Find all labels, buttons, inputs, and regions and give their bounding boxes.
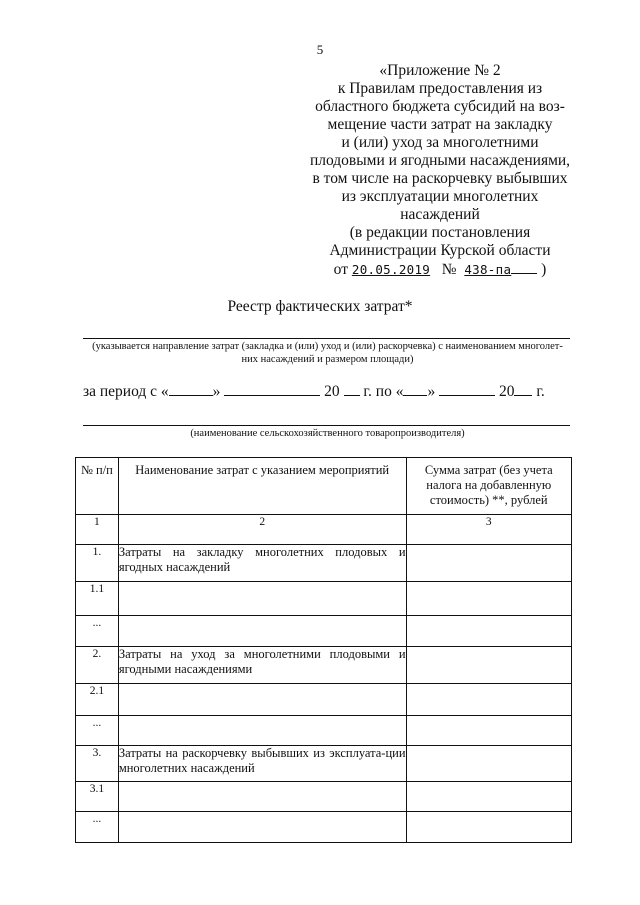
costs-register-table [75,457,572,843]
row-cost-name [118,684,406,716]
direction-caption-line: них насаждений и размером площади) [241,354,414,365]
row-number: 3.1 [76,782,119,812]
period-quote-1: » [212,383,221,400]
header-cost-sum: Сумма затрат (без учета налога на добавленную стоимость) **, рублей [406,458,571,515]
row-sum-cell [406,812,571,843]
period-quote-2: » [427,383,436,400]
header-number: № п/п [76,458,119,515]
row-sum-cell [406,616,571,647]
index-cell: 1 [76,515,119,545]
row-cost-name: Затраты на уход за многолетними плодовыми и ягодными насаждениями [118,647,406,684]
appendix-line: «Приложение № 2 [379,62,501,79]
appendix-line: из эксплуатации многолетних [341,188,539,205]
row-sum-cell [406,782,571,812]
period-day-to-blank [403,383,427,396]
table-row [76,616,572,647]
appendix-line: и (или) уход за многолетними [341,134,539,151]
direction-caption [75,340,580,366]
appendix-line: в том числе на раскорчевку выбывших [312,170,568,187]
period-prefix: за период с « [83,383,169,400]
direction-fill-line [83,338,570,339]
appendix-line: насаждений [400,206,480,223]
period-year-to-blank [514,383,532,396]
period-day-from-blank [169,383,213,396]
row-cost-name: Затраты на раскорчевку выбывших из эксплуата-ции многолетних насаждений [118,746,406,782]
row-number: ... [76,716,119,746]
table-row [76,746,572,782]
decree-number-blank [511,260,537,274]
table-row [76,647,572,684]
period-line [83,383,545,401]
row-cost-name [118,616,406,647]
decree-number: 438-па [464,262,512,277]
period-month-to-blank [439,383,495,396]
appendix-line: к Правилам предоставления из [337,80,543,97]
table-row [76,782,572,812]
row-cost-name [118,582,406,616]
table-row [76,812,572,843]
decree-line [290,260,590,279]
row-sum-cell [406,716,571,746]
appendix-line: областного бюджета субсидий на воз- [315,98,565,115]
decree-number-label: № [441,261,457,278]
row-sum-cell [406,684,571,716]
period-to-label: г. по « [363,383,404,400]
row-cost-name [118,782,406,812]
decree-from-label: от [333,261,348,278]
producer-fill-line [83,425,570,426]
index-cell: 2 [118,515,406,545]
row-sum-cell [406,746,571,782]
row-sum-cell [406,545,571,582]
appendix-header [290,62,590,279]
row-number: 2. [76,647,119,684]
row-cost-name: Затраты на закладку многолетних плодовых и ягодных насаждений [118,545,406,582]
producer-caption: (наименование сельскохозяйственного товаропроизводителя) [190,428,465,439]
period-year-from-blank [344,383,360,396]
index-cell: 3 [406,515,571,545]
row-sum-cell [406,582,571,616]
row-sum-cell [406,647,571,684]
period-end-label: г. [536,383,545,400]
header-cost-name: Наименование затрат с указанием мероприятий [118,458,406,515]
page-number: 5 [316,42,324,57]
row-cost-name [118,716,406,746]
appendix-line: мещение части затрат на закладку [327,116,553,133]
row-number: 1. [76,545,119,582]
appendix-line: (в редакции постановления [349,224,531,241]
decree-date: 20.05.2019 [351,262,431,277]
row-number: ... [76,812,119,843]
decree-close: ) [541,261,547,278]
row-number: 3. [76,746,119,782]
period-year-1: 20 [324,383,340,400]
table-row [76,582,572,616]
period-month-from-blank [224,383,320,396]
appendix-line: Администрации Курской области [329,242,551,259]
table-row [76,684,572,716]
appendix-line: плодовыми и ягодными насаждениями, [309,152,571,169]
row-number: ... [76,616,119,647]
period-year-2: 20 [498,383,515,400]
direction-caption-line: (указывается направление затрат (закладка и (или) уход и (или) раскорчевка) с наименованием многолет- [92,341,563,352]
table-index-row [76,515,572,545]
row-cost-name [118,812,406,843]
document-title: Реестр фактических затрат* [227,298,413,315]
table-header-row [76,458,572,515]
table-row [76,545,572,582]
table-row [76,716,572,746]
row-number: 1.1 [76,582,119,616]
row-number: 2.1 [76,684,119,716]
